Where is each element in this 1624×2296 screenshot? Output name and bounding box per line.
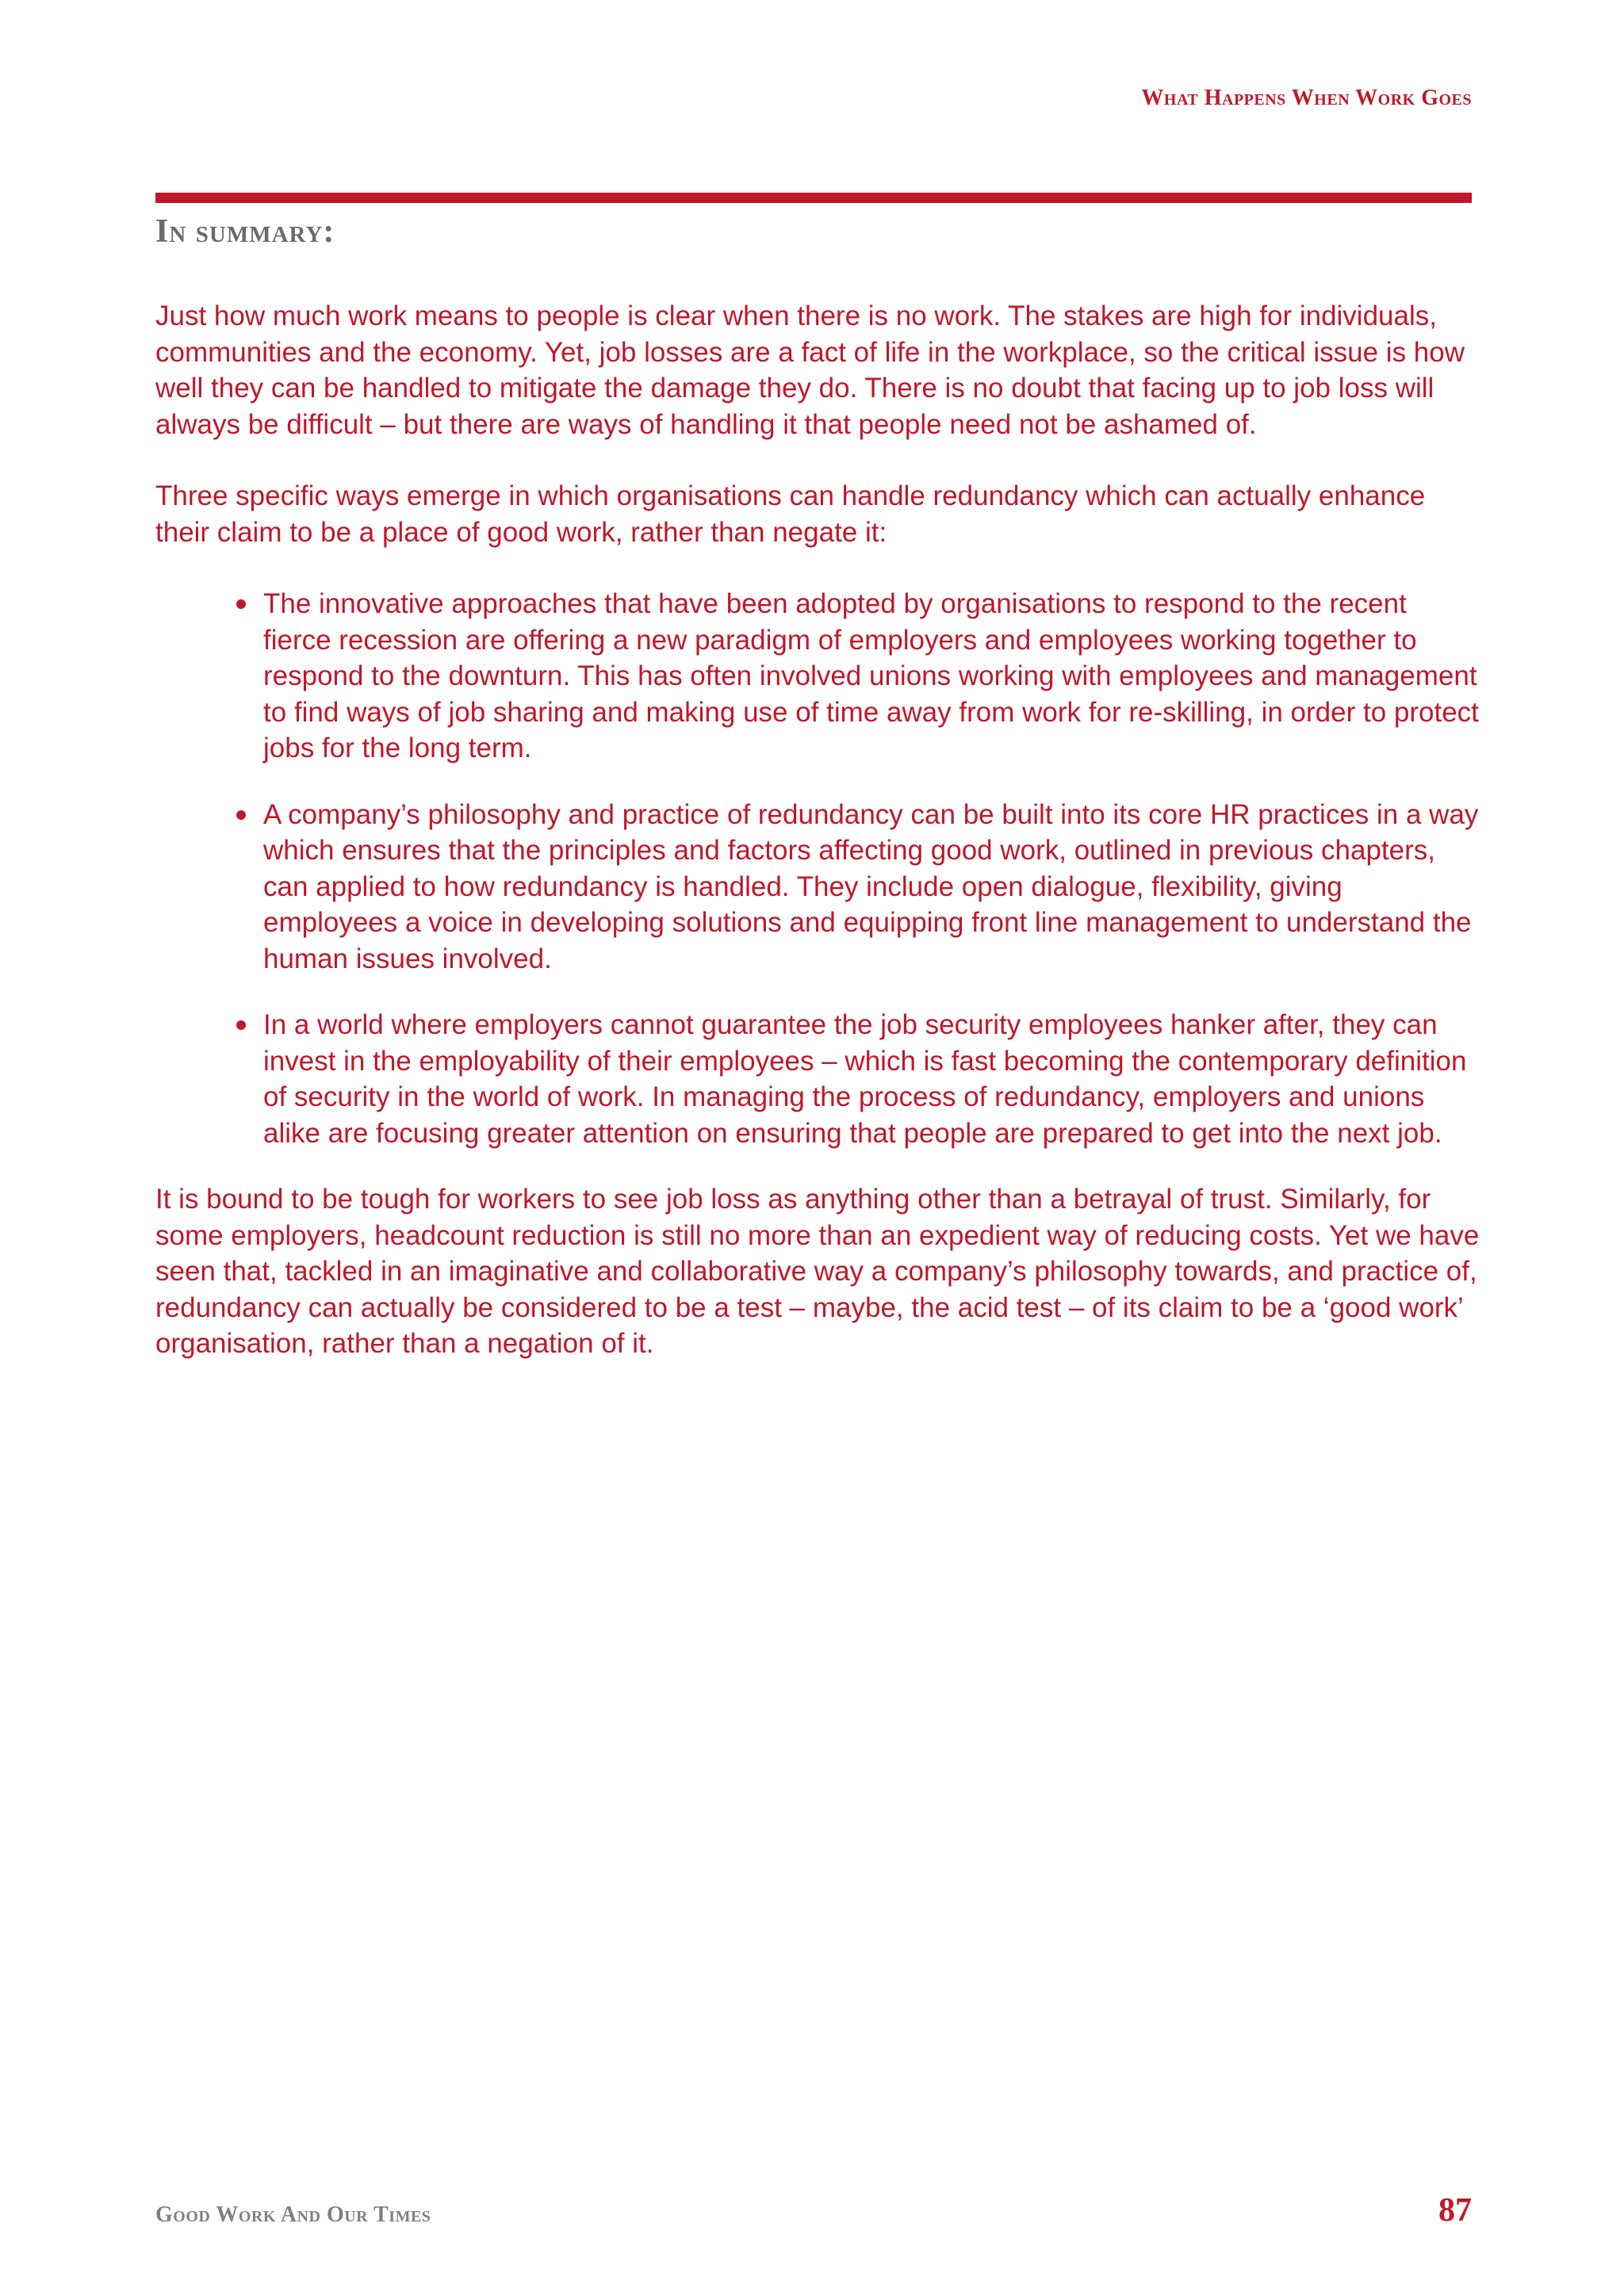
bullet-text-3: In a world where employers cannot guarantee the job security employees hanker after, they can invest in the employability of their employees – which is fast becoming the contemporary definition of security in the world of work. In managing the process of redundancy, employers and unions alike are focusing greater attention on ensuring that people are prepared to get into the next job. (263, 1009, 1467, 1149)
bullet-item-2 (263, 797, 1480, 978)
bullet-text-2: A company’s philosophy and practice of redundancy can be built into its core HR practices in a way which ensures that the principles and factors affecting good work, outlined in previous chapters, can applied to how redundancy is handled. They include open dialogue, flexibility, giving employees a voice in developing solutions and equipping front line management to understand the human issues involved. (263, 798, 1479, 974)
footer-book-title: Good Work And Our Times (155, 2202, 431, 2227)
bullet-item-1 (263, 586, 1480, 767)
section-divider-rule (155, 193, 1472, 203)
bullet-list (155, 586, 1480, 1151)
body-paragraph-2: Three specific ways emerge in which organisations can handle redundancy which can actually enhance their claim to be a place of good work, rather than negate it: (155, 480, 1426, 548)
bullet-dot-icon (236, 1020, 246, 1030)
running-header-title: What Happens When Work Goes (1141, 86, 1472, 110)
bullet-dot-icon (236, 810, 246, 820)
section-heading: In summary: (155, 213, 335, 250)
body-content (155, 298, 1480, 1362)
bullet-dot-icon (236, 599, 246, 609)
body-paragraph-1: Just how much work means to people is clear when there is no work. The stakes are high for individuals, communities and the economy. Yet, job losses are a fact of life in the workplace, so the critical issue is how well they can be handled to mitigate the damage they do. There is no doubt that facing up to job loss will always be difficult – but there are ways of handling it that people need not be ashamed of. (155, 300, 1465, 440)
body-paragraph-3: It is bound to be tough for workers to see job loss as anything other than a betrayal of trust. Similarly, for some employers, headcount reduction is still no more than an expedient way of reducing costs. Yet we have seen that, tackled in an imaginative and collaborative way a company’s philosophy towards, and practice of, redundancy can actually be considered to be a test – maybe, the acid test – of its claim to be a ‘good work’ organisation, rather than a negation of it. (155, 1184, 1480, 1359)
bullet-text-1: The innovative approaches that have been adopted by organisations to respond to the recent fierce recession are offering a new paradigm of employers and employees working together to respond to the downturn. This has often involved unions working with employees and management to find ways of job sharing and making use of time away from work for re-skilling, in order to protect jobs for the long term. (263, 588, 1479, 763)
page-number: 87 (1438, 2192, 1472, 2229)
bullet-item-3 (263, 1007, 1480, 1151)
